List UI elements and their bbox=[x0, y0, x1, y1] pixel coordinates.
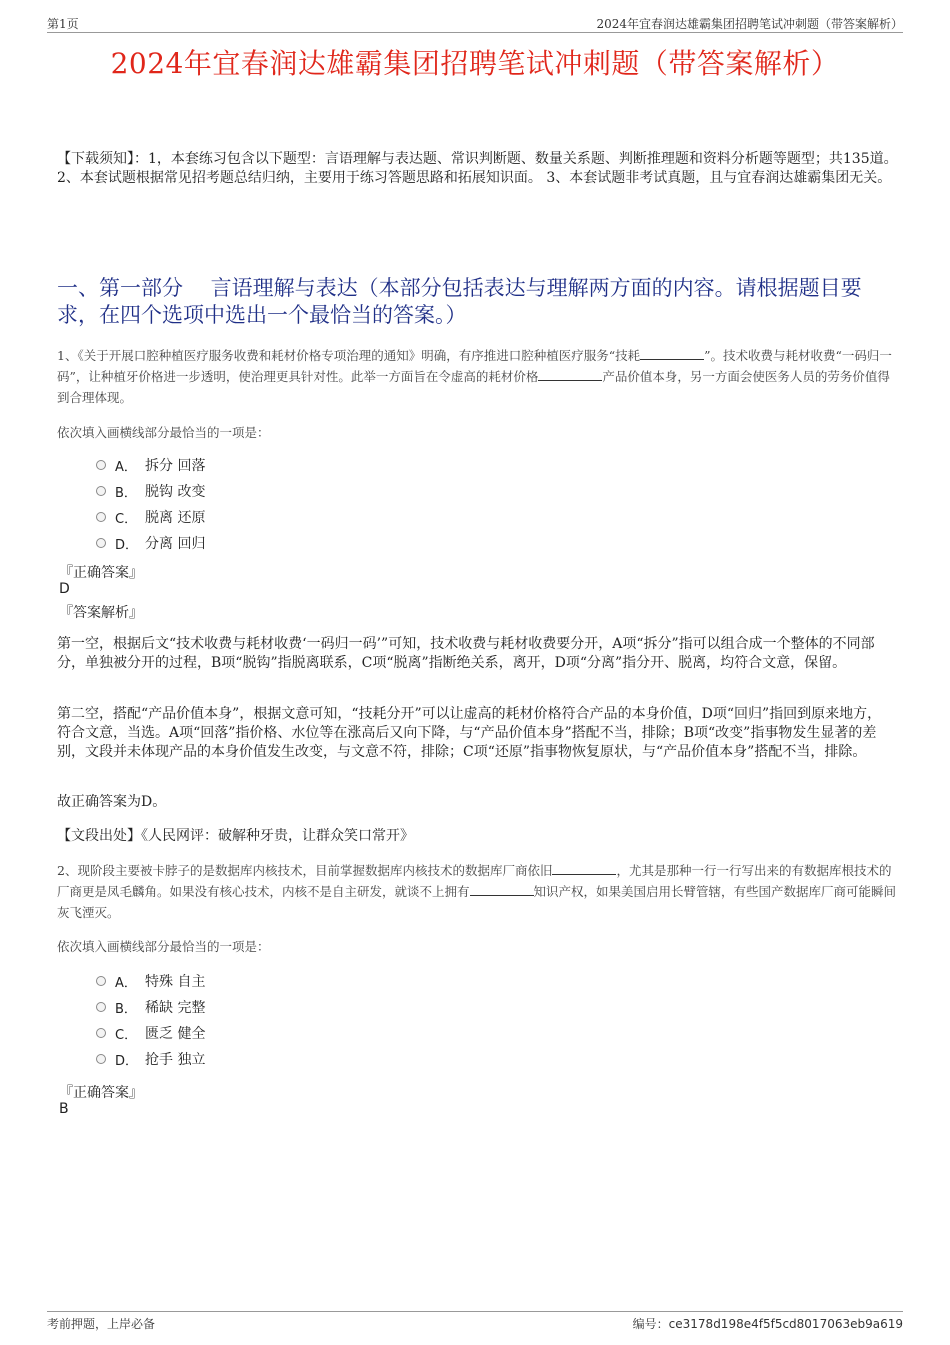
option-letter: A． bbox=[115, 975, 137, 991]
radio-icon[interactable] bbox=[96, 460, 106, 470]
question-2-text-part-a: 2、现阶段主要被卡脖子的是数据库内核技术，目前掌握数据库内核技术的数据库厂商依旧 bbox=[57, 863, 553, 878]
analysis-paragraph-2: 第二空，搭配“产品价值本身”，根据文意可知，“技耗分开”可以让虚高的耗材价格符合产品的本身价值，D项“回归”指回到原来地方，符合文意，当选。A项“回落”指价格、水位等在涨高后又向下降，与“产品价值本身”搭配不当，排除；B项“改变”指事物发生显著的差别，文段并未体现产品的本身价值发生改变，与文意不符，排除；C项“还原”指事物恢复原状，与“产品价值本身”搭配不当，排除。 bbox=[57, 706, 882, 760]
question-1-text-part-b: ”。技术收费与耗材收费“一码归一码”，让种植牙价格进一步透明，使治理更具针对性。此举一方面旨在令虚高的耗材价格 bbox=[57, 348, 892, 384]
download-notice: 【下载须知】：1，本套练习包含以下题型：言语理解与表达题、常识判断题、数量关系题、判断推理题和资料分析题等题型；共135道。 2、本套试题根据常见招考题总结归纳，主要用于练习答题思路和拓展知识面。 3、本套试题非考试真题，且与宜春润达雄霸集团无关。 bbox=[57, 151, 898, 186]
analysis-paragraph-1: 第一空，根据后文“技术收费与耗材收费‘一码归一码’”可知，技术收费与耗材收费要分开，A项“拆分”指可以组合成一个整体的不同部分，单独被分开的过程，B项“脱钩”指脱离联系，C项“脱离”指断绝关系，离开，D项“分离”指分开、脱离，均符合文意，保留。 bbox=[57, 636, 875, 671]
answer-label: 『正确答案』 bbox=[59, 1085, 143, 1101]
option-letter: D． bbox=[115, 1053, 139, 1069]
option-a[interactable] bbox=[96, 968, 205, 994]
analysis-label: 『答案解析』 bbox=[59, 605, 143, 621]
document-code bbox=[633, 1315, 903, 1332]
radio-icon[interactable] bbox=[96, 1028, 106, 1038]
radio-icon[interactable] bbox=[96, 512, 106, 522]
option-text: 特殊 自主 bbox=[145, 974, 206, 990]
question-1-prompt: 依次填入画横线部分最恰当的一项是： bbox=[57, 425, 270, 440]
option-b[interactable] bbox=[96, 478, 205, 504]
radio-icon[interactable] bbox=[96, 976, 106, 986]
question-1-text bbox=[57, 345, 897, 408]
page-header bbox=[47, 14, 903, 33]
fill-blank bbox=[552, 862, 616, 875]
option-c[interactable] bbox=[96, 504, 205, 530]
question-2-text-part-b: ，尤其是那种一行一行写出来的有数据库根技术的厂商更是凤毛麟角。如果没有核心技术，内核不是自主研发，就谈不上拥有 bbox=[57, 863, 892, 899]
analysis-conclusion: 故正确答案为D。 bbox=[57, 794, 167, 810]
radio-icon[interactable] bbox=[96, 1002, 106, 1012]
fill-blank bbox=[640, 347, 704, 360]
source-citation: 【文段出处】《人民网评：破解种牙贵，让群众笑口常开》 bbox=[57, 828, 414, 844]
document-code-label: 编号： bbox=[632, 1317, 669, 1331]
page-number-label: 第1页 bbox=[47, 17, 79, 31]
radio-icon[interactable] bbox=[96, 1054, 106, 1064]
option-d[interactable] bbox=[96, 1046, 205, 1072]
question-2-text-part-c: 知识产权，如果美国启用长臂管辖，有些国产数据库厂商可能瞬间灰飞湮灭。 bbox=[57, 884, 897, 920]
fill-blank bbox=[538, 368, 602, 381]
fill-blank bbox=[470, 883, 534, 896]
option-letter: B． bbox=[115, 485, 137, 501]
question-1-text-part-c: 产品价值本身，另一方面会使医务人员的劳务价值得到合理体现。 bbox=[57, 369, 890, 405]
option-text: 抢手 独立 bbox=[145, 1052, 206, 1068]
answer-label: 『正确答案』 bbox=[59, 565, 143, 581]
option-text: 稀缺 完整 bbox=[145, 1000, 206, 1016]
question-2-options bbox=[96, 968, 205, 1072]
option-letter: A． bbox=[115, 459, 137, 475]
option-text: 脱钩 改变 bbox=[145, 484, 206, 500]
option-letter: B． bbox=[115, 1001, 137, 1017]
question-1-text-part-a: 1、《关于开展口腔种植医疗服务收费和耗材价格专项治理的通知》明确，有序推进口腔种植医疗服务“技耗 bbox=[57, 348, 641, 363]
section-heading: 一、第一部分 言语理解与表达（本部分包括表达与理解两方面的内容。请根据题目要求，在四个选项中选出一个最恰当的答案。） bbox=[57, 276, 862, 327]
option-c[interactable] bbox=[96, 1020, 205, 1046]
question-2-text bbox=[57, 860, 897, 923]
header-doc-title: 2024年宜春润达雄霸集团招聘笔试冲刺题（带答案解析） bbox=[596, 17, 903, 31]
radio-icon[interactable] bbox=[96, 538, 106, 548]
answer-value: D bbox=[59, 581, 70, 597]
option-text: 匮乏 健全 bbox=[145, 1026, 206, 1042]
question-2-prompt: 依次填入画横线部分最恰当的一项是： bbox=[57, 939, 270, 954]
option-text: 分离 回归 bbox=[145, 536, 206, 552]
option-text: 拆分 回落 bbox=[145, 458, 206, 474]
question-1-options bbox=[96, 452, 205, 556]
option-b[interactable] bbox=[96, 994, 205, 1020]
page-footer bbox=[47, 1311, 903, 1332]
option-d[interactable] bbox=[96, 530, 205, 556]
option-a[interactable] bbox=[96, 452, 205, 478]
answer-value: B bbox=[59, 1101, 69, 1117]
option-letter: C． bbox=[115, 511, 138, 527]
document-title: 2024年宜春润达雄霸集团招聘笔试冲刺题（带答案解析） bbox=[110, 47, 840, 80]
option-letter: C． bbox=[115, 1027, 138, 1043]
option-letter: D． bbox=[115, 537, 139, 553]
document-code-value: ce3178d198e4f5f5cd8017063eb9a619 bbox=[668, 1317, 903, 1331]
footer-slogan: 考前押题，上岸必备 bbox=[47, 1317, 156, 1331]
option-text: 脱离 还原 bbox=[145, 510, 206, 526]
radio-icon[interactable] bbox=[96, 486, 106, 496]
